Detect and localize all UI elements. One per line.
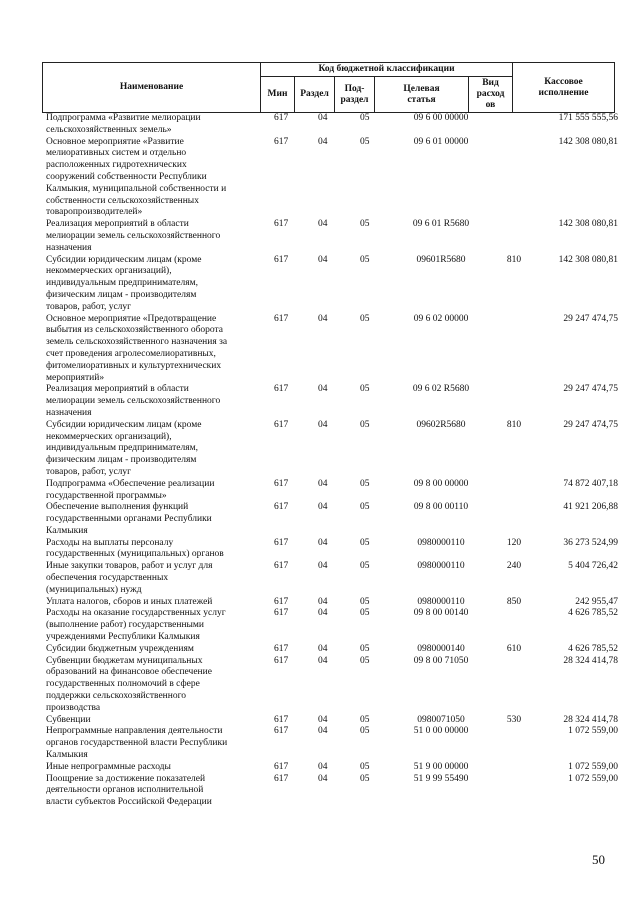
header-name: Наименование bbox=[43, 63, 261, 113]
row-subsection: 05 bbox=[360, 655, 370, 666]
row-amount: 5 404 726,42 bbox=[568, 561, 618, 572]
row-section: 04 bbox=[318, 608, 328, 619]
row-amount: 171 555 555,56 bbox=[558, 113, 618, 123]
row-name: Иные непрограммные расходы bbox=[46, 761, 171, 772]
table-row bbox=[46, 420, 618, 479]
row-vid: 850 bbox=[506, 596, 522, 607]
row-amount: 36 273 524,99 bbox=[563, 537, 618, 548]
row-target: 09 6 00 00000 bbox=[413, 113, 469, 123]
table-row bbox=[46, 479, 618, 503]
row-target: 09602R5680 bbox=[416, 419, 466, 430]
row-min: 617 bbox=[274, 761, 289, 772]
table-row bbox=[46, 502, 618, 537]
row-name: Субсидии бюджетным учреждениям bbox=[46, 643, 194, 654]
row-name: Непрограммные направления деятельности органов государственной власти Республики Калмыкия bbox=[46, 726, 228, 761]
table-row bbox=[46, 314, 618, 385]
table-row bbox=[46, 656, 618, 715]
row-section: 04 bbox=[318, 761, 328, 772]
row-subsection: 05 bbox=[360, 608, 370, 619]
row-amount: 142 308 080,81 bbox=[558, 219, 618, 230]
header-execution: Кассовое исполнение bbox=[513, 63, 615, 113]
row-amount: 28 324 414,78 bbox=[563, 655, 618, 666]
row-subsection: 05 bbox=[360, 761, 370, 772]
table-body bbox=[46, 113, 618, 809]
row-amount: 1 072 559,00 bbox=[568, 726, 618, 737]
table-row bbox=[46, 219, 618, 254]
table-row bbox=[46, 726, 618, 761]
row-target: 51 9 99 55490 bbox=[413, 773, 469, 784]
header-subsection: Под- раздел bbox=[335, 77, 375, 113]
row-section: 04 bbox=[318, 478, 328, 489]
row-name: Поощрение за достижение показателей деятельности органов исполнительной власти субъектов Российской Федерации bbox=[46, 773, 212, 808]
row-amount: 1 072 559,00 bbox=[568, 761, 618, 772]
table-row bbox=[46, 774, 618, 809]
row-min: 617 bbox=[274, 596, 289, 607]
row-target: 0980071050 bbox=[417, 714, 465, 725]
row-min: 617 bbox=[274, 714, 289, 725]
row-target: 09 8 00 71050 bbox=[413, 655, 469, 666]
row-section: 04 bbox=[318, 561, 328, 572]
row-min: 617 bbox=[274, 608, 289, 619]
row-min: 617 bbox=[274, 254, 289, 265]
page-number: 50 bbox=[592, 852, 605, 867]
row-target: 0980000140 bbox=[417, 643, 465, 654]
row-section: 04 bbox=[318, 113, 328, 123]
row-subsection: 05 bbox=[360, 136, 370, 147]
row-section: 04 bbox=[318, 714, 328, 725]
row-vid: 120 bbox=[506, 537, 522, 548]
table-row bbox=[46, 762, 618, 774]
row-target: 09 8 00 00110 bbox=[413, 502, 469, 513]
row-target: 09 6 02 00000 bbox=[413, 313, 469, 324]
row-name: Подпрограмма «Обеспечение реализации государственной программы» bbox=[46, 478, 215, 501]
row-section: 04 bbox=[318, 384, 328, 395]
row-name: Иные закупки товаров, работ и услуг для обеспечения государственных (муниципальных) нужд bbox=[46, 561, 213, 595]
row-target: 09 6 02 R5680 bbox=[412, 384, 470, 395]
row-vid: 810 bbox=[506, 419, 522, 430]
row-amount: 142 308 080,81 bbox=[558, 136, 618, 147]
row-subsection: 05 bbox=[360, 113, 370, 123]
row-section: 04 bbox=[318, 537, 328, 548]
row-amount: 1 072 559,00 bbox=[568, 773, 618, 784]
row-min: 617 bbox=[274, 136, 289, 147]
row-section: 04 bbox=[318, 254, 328, 265]
row-name: Основное мероприятие «Развитие мелиоративных систем и отдельно расположенных гидротехнических сооружений собственности Республики Калмыкия, муниципальной собственности и собственности сельскохозяйственных товаропроизводителей» bbox=[46, 136, 227, 218]
row-target: 09 6 01 00000 bbox=[413, 136, 469, 147]
row-subsection: 05 bbox=[360, 537, 370, 548]
row-section: 04 bbox=[318, 136, 328, 147]
row-section: 04 bbox=[318, 643, 328, 654]
row-min: 617 bbox=[274, 219, 289, 230]
table-row bbox=[46, 608, 618, 643]
row-target: 09601R5680 bbox=[416, 254, 466, 265]
row-subsection: 05 bbox=[360, 643, 370, 654]
row-amount: 29 247 474,75 bbox=[563, 384, 618, 395]
table-row bbox=[46, 561, 618, 596]
header-code-group: Код бюджетной классификации bbox=[261, 63, 513, 77]
row-name: Подпрограмма «Развитие мелиорации сельскохозяйственных земель» bbox=[46, 113, 201, 135]
table-row bbox=[46, 384, 618, 419]
row-section: 04 bbox=[318, 726, 328, 737]
table-row bbox=[46, 255, 618, 314]
row-name: Субсидии юридическим лицам (кроме некоммерческих организаций), индивидуальным предпринимателям, физическим лицам - производителям товаров, работ, услуг bbox=[46, 254, 202, 312]
row-subsection: 05 bbox=[360, 502, 370, 513]
row-min: 617 bbox=[274, 726, 289, 737]
row-subsection: 05 bbox=[360, 714, 370, 725]
row-amount: 142 308 080,81 bbox=[558, 254, 618, 265]
row-amount: 41 921 206,88 bbox=[563, 502, 618, 513]
row-amount: 4 626 785,52 bbox=[568, 643, 618, 654]
row-target: 0980000110 bbox=[417, 596, 465, 607]
row-target: 09 8 00 00000 bbox=[413, 478, 469, 489]
row-section: 04 bbox=[318, 313, 328, 324]
row-amount: 4 626 785,52 bbox=[568, 608, 618, 619]
row-name: Субвенции бюджетам муниципальных образований на финансовое обеспечение государственных полномочий в сфере поддержки сельскохозяйственного производства bbox=[46, 655, 212, 713]
row-subsection: 05 bbox=[360, 254, 370, 265]
row-target: 09 8 00 00140 bbox=[413, 608, 469, 619]
table-row bbox=[46, 137, 618, 220]
header-vid: Вид расход ов bbox=[469, 77, 513, 113]
row-vid: 530 bbox=[506, 714, 522, 725]
row-amount: 29 247 474,75 bbox=[563, 313, 618, 324]
table-header bbox=[42, 62, 615, 113]
row-name: Расходы на оказание государственных услуг (выполнение работ) государственными учреждениями Республики Калмыкия bbox=[46, 608, 226, 643]
row-min: 617 bbox=[274, 773, 289, 784]
row-section: 04 bbox=[318, 502, 328, 513]
row-target: 0980000110 bbox=[417, 561, 465, 572]
row-section: 04 bbox=[318, 596, 328, 607]
row-min: 617 bbox=[274, 478, 289, 489]
row-subsection: 05 bbox=[360, 561, 370, 572]
row-min: 617 bbox=[274, 502, 289, 513]
row-name: Субвенции bbox=[46, 714, 91, 725]
row-amount: 29 247 474,75 bbox=[563, 419, 618, 430]
header-section: Раздел bbox=[295, 77, 335, 113]
row-subsection: 05 bbox=[360, 313, 370, 324]
row-amount: 74 872 407,18 bbox=[563, 478, 618, 489]
row-target: 51 9 00 00000 bbox=[413, 761, 469, 772]
row-min: 617 bbox=[274, 561, 289, 572]
row-min: 617 bbox=[274, 419, 289, 430]
row-min: 617 bbox=[274, 643, 289, 654]
row-vid: 610 bbox=[506, 643, 522, 654]
row-subsection: 05 bbox=[360, 384, 370, 395]
row-section: 04 bbox=[318, 773, 328, 784]
row-target: 51 0 00 00000 bbox=[413, 726, 469, 737]
row-subsection: 05 bbox=[360, 726, 370, 737]
row-target: 0980000110 bbox=[417, 537, 465, 548]
row-subsection: 05 bbox=[360, 419, 370, 430]
row-vid: 810 bbox=[506, 254, 522, 265]
row-min: 617 bbox=[274, 113, 289, 123]
row-section: 04 bbox=[318, 419, 328, 430]
row-subsection: 05 bbox=[360, 478, 370, 489]
row-name: Реализация мероприятий в области мелиорации земель сельскохозяйственного назначения bbox=[46, 219, 221, 253]
row-target: 09 6 01 R5680 bbox=[412, 219, 470, 230]
header-min: Мин bbox=[261, 77, 295, 113]
row-subsection: 05 bbox=[360, 773, 370, 784]
row-subsection: 05 bbox=[360, 596, 370, 607]
table-row bbox=[46, 644, 618, 656]
table-row bbox=[46, 113, 618, 137]
row-name: Основное мероприятие «Предотвращение выбытия из сельскохозяйственного оборота земель сельскохозяйственного назначения за счет проведения агролесомелиоративных, фитомелиоративных и культуртехнических мероприятий» bbox=[46, 313, 228, 383]
row-name: Субсидии юридическим лицам (кроме некоммерческих организаций), индивидуальным предпринимателям, физическим лицам - производителям товаров, работ, услуг bbox=[46, 419, 202, 477]
row-section: 04 bbox=[318, 219, 328, 230]
row-min: 617 bbox=[274, 537, 289, 548]
row-subsection: 05 bbox=[360, 219, 370, 230]
table-row bbox=[46, 538, 618, 562]
row-name: Уплата налогов, сборов и иных платежей bbox=[46, 596, 213, 607]
row-min: 617 bbox=[274, 313, 289, 324]
row-vid: 240 bbox=[506, 561, 522, 572]
row-name: Реализация мероприятий в области мелиорации земель сельскохозяйственного назначения bbox=[46, 384, 221, 418]
table-row bbox=[46, 597, 618, 609]
row-name: Обеспечение выполнения функций государственными органами Республики Калмыкия bbox=[46, 502, 212, 536]
header-target: Целевая статья bbox=[375, 77, 469, 113]
row-name: Расходы на выплаты персоналу государственных (муниципальных) органов bbox=[46, 537, 224, 560]
row-section: 04 bbox=[318, 655, 328, 666]
row-min: 617 bbox=[274, 655, 289, 666]
table-row bbox=[46, 715, 618, 727]
row-amount: 28 324 414,78 bbox=[563, 714, 618, 725]
row-amount: 242 955,47 bbox=[575, 596, 618, 607]
row-min: 617 bbox=[274, 384, 289, 395]
